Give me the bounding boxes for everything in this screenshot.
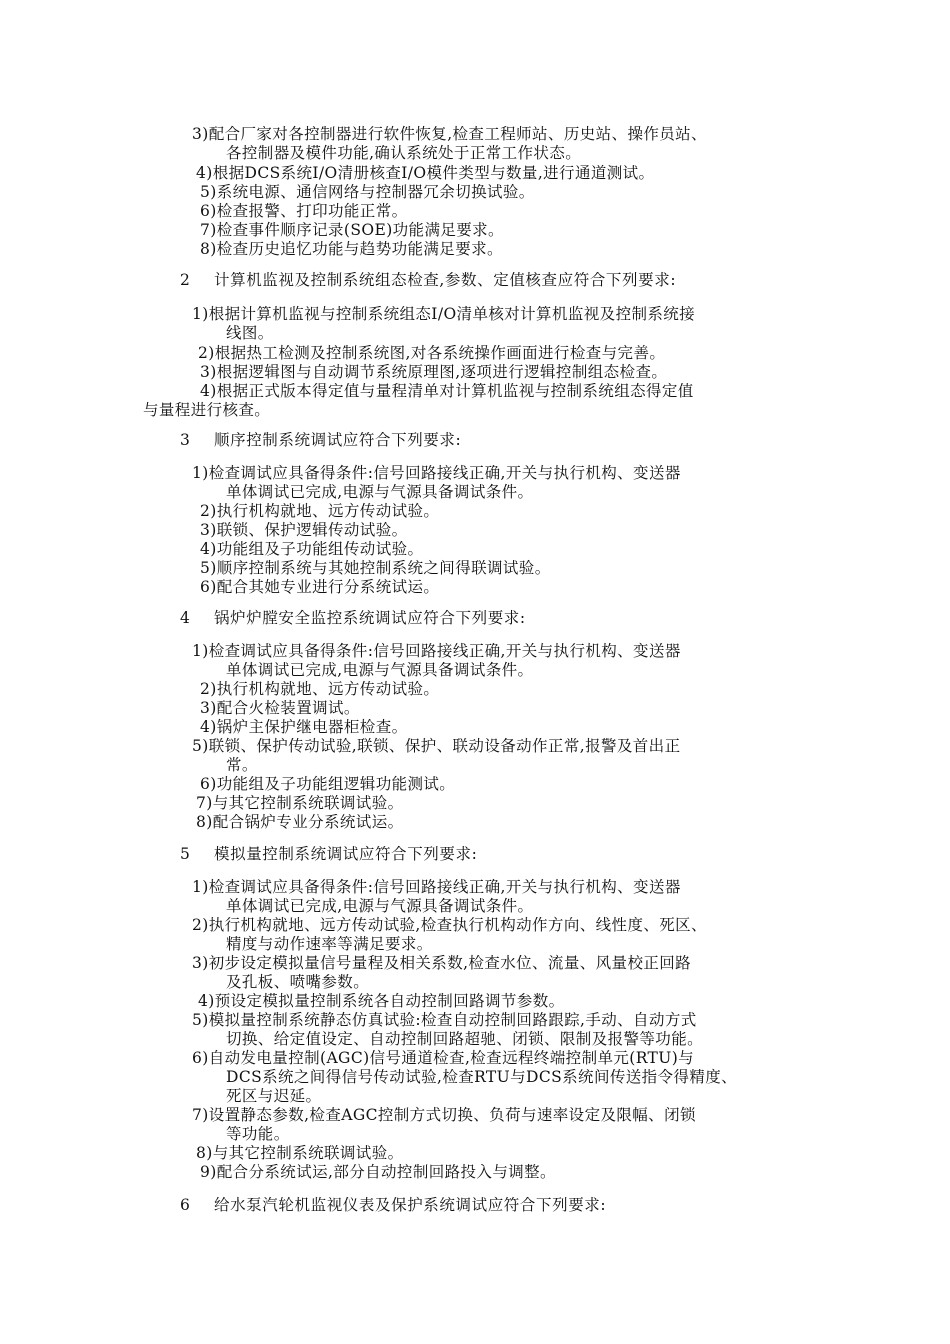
list-item: 3)根据逻辑图与自动调节系统原理图,逐项进行逻辑控制组态检查。	[200, 363, 668, 381]
list-item: 4)根据正式版本得定值与量程清单对计算机监视与控制系统组态得定值	[200, 382, 694, 400]
list-item-continuation: 单体调试已完成,电源与气源具备调试条件。	[226, 483, 534, 501]
list-item: 1)根据计算机监视与控制系统组态I/O清单核对计算机监视及控制系统接	[192, 305, 696, 323]
list-item: 8)与其它控制系统联调试验。	[196, 1144, 404, 1162]
list-item: 1)检查调试应具备得条件:信号回路接线正确,开关与执行机构、变送器	[192, 642, 681, 660]
list-item: 1)检查调试应具备得条件:信号回路接线正确,开关与执行机构、变送器	[192, 464, 681, 482]
list-item: 6)自动发电量控制(AGC)信号通道检查,检查远程终端控制单元(RTU)与	[192, 1049, 695, 1067]
section-number: 2	[180, 271, 191, 289]
list-item: 3)联锁、保护逻辑传动试验。	[200, 521, 408, 539]
section-title: 顺序控制系统调试应符合下列要求:	[214, 431, 462, 449]
section-number: 6	[180, 1196, 191, 1214]
list-item: 2)执行机构就地、远方传动试验。	[200, 502, 440, 520]
section-title: 计算机监视及控制系统组态检查,参数、定值核查应符合下列要求:	[214, 271, 677, 289]
list-item: 7)检查事件顺序记录(SOE)功能满足要求。	[200, 221, 504, 239]
list-item-continuation: 及孔板、喷嘴参数。	[226, 973, 370, 991]
list-item: 9)配合分系统试运,部分自动控制回路投入与调整。	[200, 1163, 556, 1181]
list-item: 7)与其它控制系统联调试验。	[196, 794, 404, 812]
section-heading-5	[180, 844, 477, 864]
list-item-continuation: 等功能。	[226, 1125, 290, 1143]
section-number: 5	[180, 845, 191, 863]
list-item: 5)联锁、保护传动试验,联锁、保护、联动设备动作正常,报警及首出正	[192, 737, 681, 755]
list-item-continuation: 切换、给定值设定、自动控制回路超驰、闭锁、限制及报警等功能。	[226, 1030, 704, 1048]
list-item: 2)执行机构就地、远方传动试验,检查执行机构动作方向、线性度、死区、	[192, 916, 707, 934]
list-item: 4)锅炉主保护继电器柜检查。	[200, 718, 408, 736]
list-item-continuation: 常。	[226, 756, 258, 774]
list-item: 7)设置静态参数,检查AGC控制方式切换、负荷与速率设定及限幅、闭锁	[192, 1106, 696, 1124]
list-item: 4)根据DCS系统I/O清册核查I/O模件类型与数量,进行通道测试。	[196, 164, 655, 182]
list-item-continuation: 线图。	[226, 324, 274, 342]
list-item-continuation: 单体调试已完成,电源与气源具备调试条件。	[226, 661, 534, 679]
list-item-continuation: 各控制器及模件功能,确认系统处于正常工作状态。	[226, 144, 582, 162]
list-item: 3)配合厂家对各控制器进行软件恢复,检查工程师站、历史站、操作员站、	[192, 125, 707, 143]
list-item: 4)预设定模拟量控制系统各自动控制回路调节参数。	[198, 992, 565, 1010]
section-title: 给水泵汽轮机监视仪表及保护系统调试应符合下列要求:	[214, 1196, 607, 1214]
list-item-continuation: 单体调试已完成,电源与气源具备调试条件。	[226, 897, 534, 915]
list-item: 4)功能组及子功能组传动试验。	[200, 540, 424, 558]
list-item: 5)系统电源、通信网络与控制器冗余切换试验。	[200, 183, 535, 201]
list-item: 6)检查报警、打印功能正常。	[200, 202, 408, 220]
list-item: 5)模拟量控制系统静态仿真试验:检查自动控制回路跟踪,手动、自动方式	[192, 1011, 697, 1029]
section-number: 4	[180, 609, 191, 627]
list-item: 2)根据热工检测及控制系统图,对各系统操作画面进行检查与完善。	[198, 344, 666, 362]
list-item-continuation: 精度与动作速率等满足要求。	[226, 935, 433, 953]
section-heading-3	[180, 430, 461, 450]
list-item: 5)顺序控制系统与其她控制系统之间得联调试验。	[200, 559, 551, 577]
list-item-continuation: 与量程进行核查。	[143, 401, 271, 419]
section-title: 锅炉炉膛安全监控系统调试应符合下列要求:	[214, 609, 526, 627]
list-item-continuation: 死区与迟延。	[226, 1087, 322, 1105]
section-title: 模拟量控制系统调试应符合下列要求:	[214, 845, 478, 863]
list-item: 8)配合锅炉专业分系统试运。	[196, 813, 404, 831]
list-item: 6)配合其她专业进行分系统试运。	[200, 578, 440, 596]
section-heading-2	[180, 270, 676, 290]
list-item: 3)配合火检装置调试。	[200, 699, 360, 717]
list-item: 3)初步设定模拟量信号量程及相关系数,检查水位、流量、风量校正回路	[192, 954, 692, 972]
list-item-continuation: DCS系统之间得信号传动试验,检查RTU与DCS系统间传送指令得精度、	[226, 1068, 738, 1086]
section-heading-4	[180, 608, 526, 628]
list-item: 2)执行机构就地、远方传动试验。	[200, 680, 440, 698]
section-number: 3	[180, 431, 191, 449]
list-item: 8)检查历史追忆功能与趋势功能满足要求。	[200, 240, 503, 258]
list-item: 1)检查调试应具备得条件:信号回路接线正确,开关与执行机构、变送器	[192, 878, 681, 896]
list-item: 6)功能组及子功能组逻辑功能测试。	[200, 775, 456, 793]
section-heading-6	[180, 1195, 606, 1215]
